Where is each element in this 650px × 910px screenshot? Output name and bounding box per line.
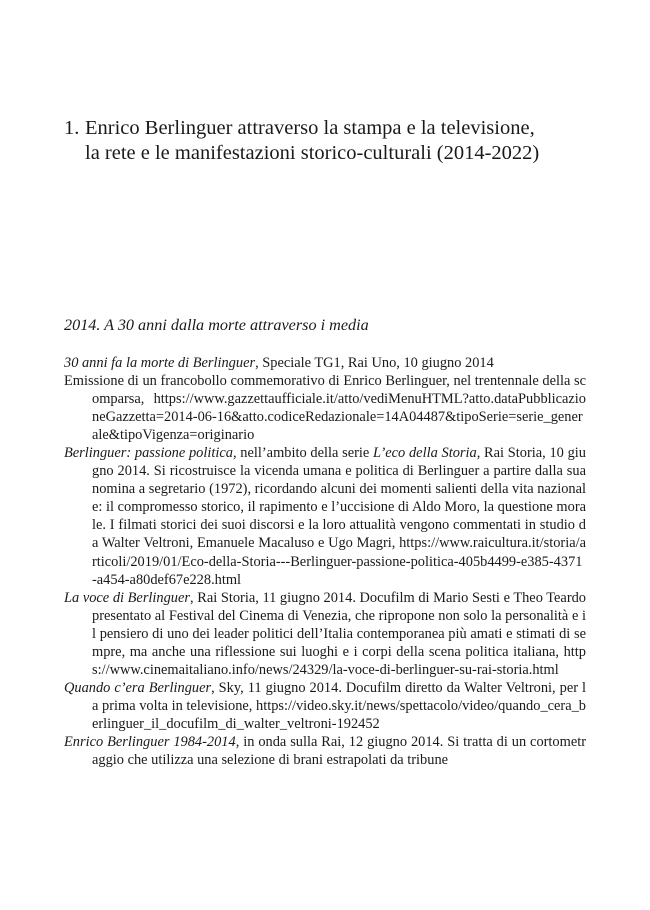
- entry-text: , Rai Storia, 10 giugno 2014. Si ricostruisce la vicenda umana e politica di Berlinguer a partire dalla sua nomina a segretario (1972), ricordando alcuni dei momenti salienti della vita nazionale: il compromesso storico, il rapimento e l’uccisione di Aldo Moro, la questione morale. I filmati storici dei suoi discorsi e la loro attualità vengono commentati in studio da Walter Veltroni, Emanuele Macaluso e Ugo Magri, https://www.raicultura.it/storia/articoli/2019/01/Eco-della-Storia---Berlinguer-passione-politica-405b4499-e385-4371-a454-a80def67e228.html: [92, 445, 587, 588]
- chapter-title-line2: la rete e le manifestazioni storico-culturali (2014-2022): [85, 142, 540, 164]
- entry-text-before: , nell’ambito della serie: [232, 445, 374, 462]
- list-item: [64, 354, 586, 372]
- chapter-title: [64, 116, 604, 166]
- list-item: [64, 733, 586, 769]
- list-item: [64, 372, 586, 444]
- list-item: [64, 589, 586, 679]
- entry-title: La voce di Berlinguer: [64, 589, 190, 606]
- section-heading: 2014. A 30 anni dalla morte attraverso i media: [64, 316, 369, 334]
- entry-text: , Speciale TG1, Rai Uno, 10 giugno 2014: [255, 355, 494, 371]
- entry-text: , Sky, 11 giugno 2014. Docufilm diretto da Walter Veltroni, per la prima volta in televisione, https://video.sky.it/news/spettacolo/video/quando_cera_berlinguer_il_docufilm_di_walter_veltroni-192452: [92, 679, 586, 732]
- chapter-title-line1: Enrico Berlinguer attraverso la stampa e la televisione,: [85, 117, 535, 139]
- entry-text: , Rai Storia, 11 giugno 2014. Docufilm di Mario Sesti e Theo Teardo presentato al Festival del Cinema di Venezia, che ripropone non solo la personalità e il pensiero di uno dei leader politici dell’Italia contemporanea più amati e stimati di sempre, ma anche una riflessione sui luoghi e i corpi della scena politica italiana, https://www.cinemaitaliano.info/news/24329/la-voce-di-berlinguer-su-rai-storia.html: [92, 589, 587, 678]
- entry-title: Enrico Berlinguer 1984-2014: [64, 733, 236, 750]
- entry-title: Quando c’era Berlinguer: [64, 679, 212, 696]
- entry-title: Berlinguer: passione politica: [64, 445, 233, 462]
- entry-series-title: L’eco della Storia: [373, 445, 477, 462]
- entry-text: , in onda sulla Rai, 12 giugno 2014. Si tratta di un cortometraggio che utilizza una selezione di brani estrapolati da tribune: [92, 733, 586, 769]
- entry-text: Emissione di un francobollo commemorativo di Enrico Berlinguer, nel trentennale della scomparsa, https://www.gazzettaufficiale.it/atto/vediMenuHTML?atto.dataPubblicazioneGazzetta=2014-06-16&atto.codiceRedazionale=14A04487&tipoSerie=serie_generale&tipoVigenza=originario: [64, 373, 586, 444]
- list-item: [64, 444, 586, 588]
- list-item: [64, 679, 586, 733]
- entry-title: 30 anni fa la morte di Berlinguer: [64, 355, 256, 371]
- entry-list: [64, 354, 586, 769]
- chapter-number: 1.: [64, 117, 80, 139]
